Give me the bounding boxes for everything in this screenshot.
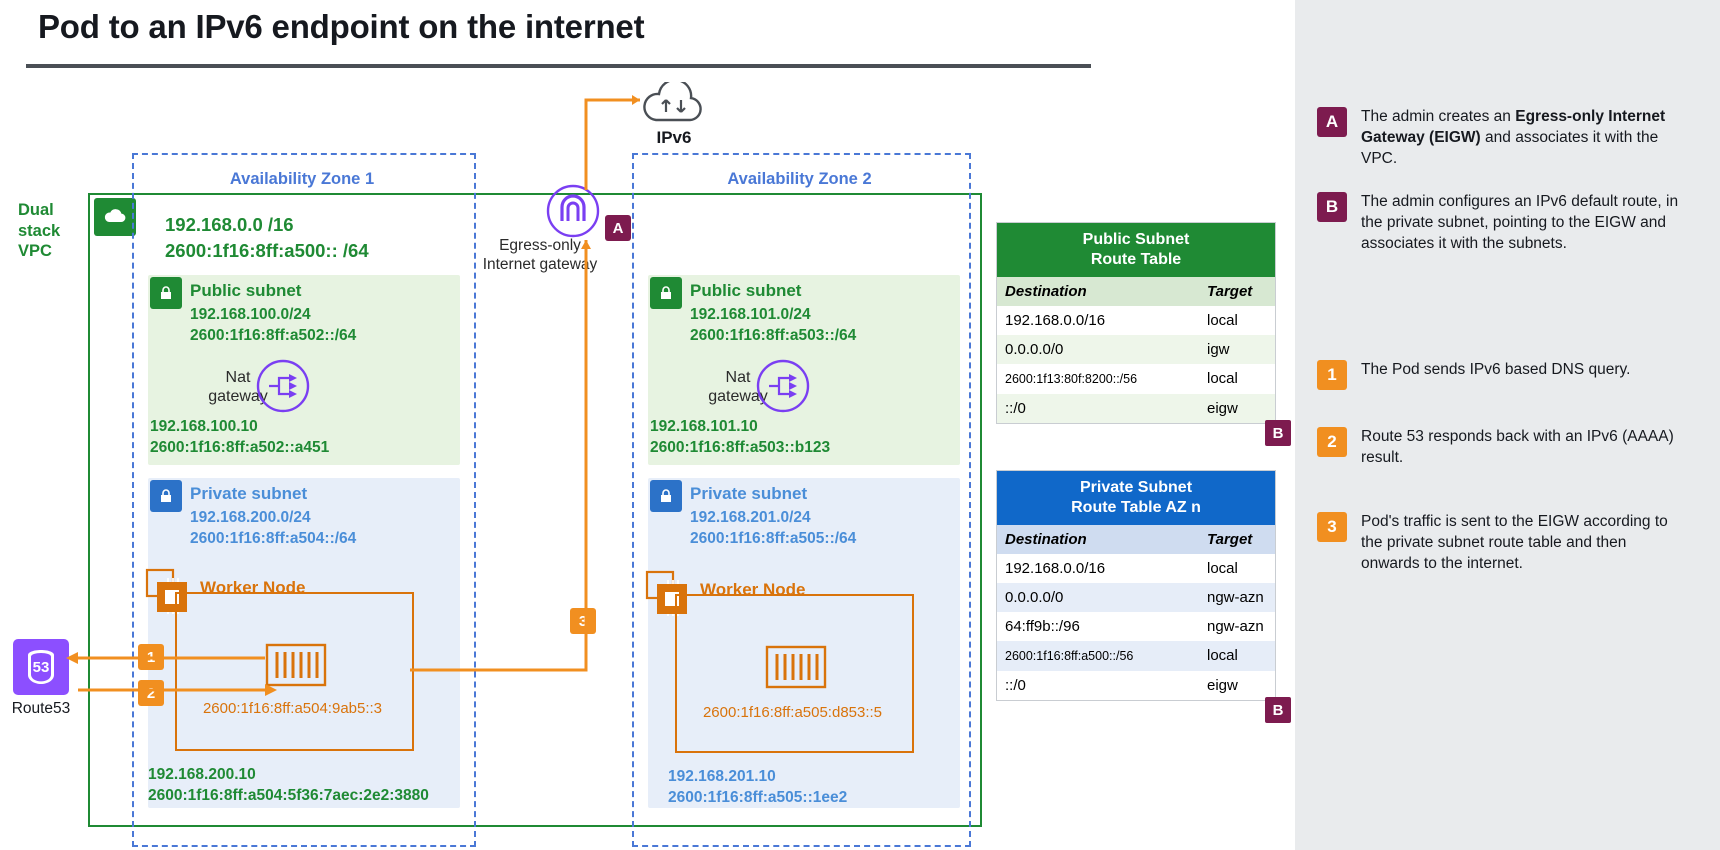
public-subnet-icon <box>650 277 682 309</box>
explanation-panel <box>1295 0 1720 850</box>
az1-nat-ipv4: 192.168.100.10 <box>150 418 258 435</box>
az2-nat-gateway-label: Nat gateway <box>708 369 768 406</box>
private-subnet-icon <box>150 480 182 512</box>
az1-nat-ipv6: 2600:1f16:8ff:a502::a451 <box>150 438 330 456</box>
private-subnet-icon <box>650 480 682 512</box>
private-rt-title-line2: Route Table AZ n <box>1071 499 1201 516</box>
az2-nat-ipv6: 2600:1f16:8ff:a503::b123 <box>650 438 831 456</box>
note-3-text: Pod's traffic is sent to the EIGW according to the private subnet route table and then onwards to the internet. <box>1361 513 1668 572</box>
table-row: 2600:1f13:80f:8200::/56 local <box>1005 370 1238 387</box>
az1-public-subnet-cidrs <box>190 305 356 347</box>
az2-private-subnet-cidrs <box>690 508 856 550</box>
table-row: 0.0.0.0/0 ngw-azn <box>997 583 1275 612</box>
az1-pod-icon <box>265 643 327 692</box>
note-2 <box>1317 427 1687 469</box>
private-subnet-route-table <box>996 470 1276 701</box>
note-a-text: The admin creates an Egress-only Internet Gateway (EIGW) and associates it with the VPC. <box>1361 108 1666 167</box>
az2-node-ips <box>668 767 847 809</box>
vpc-cidr-ipv4: 192.168.0.0 /16 <box>165 214 294 235</box>
private-rt-badge-b: B <box>1265 697 1291 723</box>
az2-node-ipv4: 192.168.201.10 <box>668 768 776 785</box>
az1-node-ipv6: 2600:1f16:8ff:a504:5f36:7aec:2e2:3880 <box>148 786 429 804</box>
step-chip-1: 1 <box>138 644 164 670</box>
public-rt-title-line2: Route Table <box>1090 251 1182 268</box>
lock-glyph <box>157 487 175 505</box>
note-2-badge: 2 <box>1317 427 1347 457</box>
note-a <box>1317 107 1687 170</box>
note-b-badge: B <box>1317 192 1347 222</box>
az2-nat-gateway-icon <box>755 358 811 419</box>
private-rt-col-target: Target <box>1207 531 1253 548</box>
table-row: 192.168.0.0/16 local <box>1005 560 1238 577</box>
lock-glyph <box>657 284 675 302</box>
table-row: ::/0 eigw <box>1005 677 1238 694</box>
az1-public-cidr-v4: 192.168.100.0/24 <box>190 306 311 323</box>
note-1-badge: 1 <box>1317 360 1347 390</box>
az2-private-cidr-v4: 192.168.201.0/24 <box>690 509 811 526</box>
note-3 <box>1317 512 1687 575</box>
public-subnet-route-table <box>996 222 1276 424</box>
az1-node-ips <box>148 765 429 807</box>
egress-only-internet-gateway-icon <box>545 183 601 244</box>
note-1 <box>1317 360 1687 390</box>
note-b <box>1317 192 1687 255</box>
az1-worker-node-label: Worker Node <box>200 578 306 597</box>
public-route-table-title <box>997 223 1275 277</box>
note-3-badge: 3 <box>1317 512 1347 542</box>
note-2-text: Route 53 responds back with an IPv6 (AAAA) result. <box>1361 428 1674 466</box>
private-rt-header-row <box>997 525 1275 554</box>
public-rt-header-row <box>997 277 1275 306</box>
svg-text:53: 53 <box>32 659 50 676</box>
internet-ipv6-label: IPv6 <box>656 128 692 147</box>
table-row: 192.168.0.0/16 local <box>1005 312 1238 329</box>
az2-worker-node-label: Worker Node <box>700 580 806 599</box>
az2-pod-ip: 2600:1f16:8ff:a505:d853::5 <box>702 704 883 721</box>
az1-private-subnet-cidrs <box>190 508 356 550</box>
public-rt-col-target: Target <box>1207 283 1253 300</box>
public-rt-title-line1: Public Subnet <box>1082 231 1190 248</box>
table-row: 0.0.0.0/0 igw <box>997 335 1275 364</box>
cloud-glyph <box>640 82 706 126</box>
arrow-eigw-to-internet <box>632 95 640 105</box>
private-route-table-title <box>997 471 1275 525</box>
pod-glyph <box>765 645 827 689</box>
vpc-cidr-ipv6: 2600:1f16:8ff:a500:: /64 <box>165 239 369 261</box>
route53-label: Route53 <box>11 700 71 717</box>
private-rt-col-destination: Destination <box>1005 531 1087 548</box>
az1-private-subnet-title: Private subnet <box>190 484 308 503</box>
note-b-text: The admin configures an IPv6 default route, in the private subnet, pointing to the EIGW and associates it with the subnets. <box>1361 193 1679 252</box>
az2-nat-ips <box>650 417 830 459</box>
az2-public-cidr-v4: 192.168.101.0/24 <box>690 306 811 323</box>
eigw-glyph <box>545 183 601 239</box>
az1-pod-ip: 2600:1f16:8ff:a504:9ab5::3 <box>202 700 383 717</box>
az2-pod-icon <box>765 645 827 694</box>
az2-nat-ipv4: 192.168.101.10 <box>650 418 758 435</box>
az2-public-cidr-v6: 2600:1f16:8ff:a503::/64 <box>690 326 857 344</box>
table-row: 64:ff9b::/96 ngw-azn <box>1005 618 1264 635</box>
step-chip-3: 3 <box>570 608 596 634</box>
eigw-badge-a: A <box>605 215 631 241</box>
cloud-glyph <box>102 205 128 229</box>
private-rt-title-line1: Private Subnet <box>1079 479 1193 496</box>
title-divider <box>26 64 1091 68</box>
table-row: 2600:1f16:8ff:a500::/56 local <box>997 641 1275 671</box>
az2-node-ipv6: 2600:1f16:8ff:a505::1ee2 <box>668 788 848 806</box>
lock-glyph <box>657 487 675 505</box>
availability-zone-2-label: Availability Zone 2 <box>727 170 872 188</box>
public-subnet-icon <box>150 277 182 309</box>
az2-private-cidr-v6: 2600:1f16:8ff:a505::/64 <box>690 529 857 547</box>
az1-private-cidr-v4: 192.168.200.0/24 <box>190 509 311 526</box>
az1-nat-gateway-icon <box>255 358 311 419</box>
az2-private-subnet-title: Private subnet <box>690 484 808 503</box>
az1-nat-gateway-label: Nat gateway <box>208 369 268 406</box>
note-a-badge: A <box>1317 107 1347 137</box>
availability-zone-1-label: Availability Zone 1 <box>229 170 375 188</box>
nat-gateway-glyph <box>255 358 311 414</box>
step-chip-2: 2 <box>138 680 164 706</box>
eigw-label: Egress-only Internet gateway <box>482 237 598 274</box>
public-rt-badge-b: B <box>1265 420 1291 446</box>
internet-cloud-icon <box>640 82 706 131</box>
az1-public-cidr-v6: 2600:1f16:8ff:a502::/64 <box>190 326 357 344</box>
pod-glyph <box>265 643 327 687</box>
lock-glyph <box>157 284 175 302</box>
vpc-icon <box>94 198 136 236</box>
az1-private-cidr-v6: 2600:1f16:8ff:a504::/64 <box>190 529 357 547</box>
az1-node-ipv4: 192.168.200.10 <box>148 766 256 783</box>
vpc-label: Dual stack VPC <box>18 201 61 261</box>
route53-glyph <box>12 638 70 696</box>
page-title: Pod to an IPv6 endpoint on the internet <box>38 8 645 45</box>
az1-nat-ips <box>150 417 329 459</box>
route53-icon <box>12 638 70 701</box>
public-rt-col-destination: Destination <box>1005 283 1087 300</box>
nat-gateway-glyph <box>755 358 811 414</box>
az2-public-subnet-cidrs <box>690 305 856 347</box>
note-1-text: The Pod sends IPv6 based DNS query. <box>1361 361 1631 378</box>
table-row: ::/0 eigw <box>997 394 1275 423</box>
az1-public-subnet-title: Public subnet <box>190 281 302 300</box>
az2-public-subnet-title: Public subnet <box>690 281 802 300</box>
